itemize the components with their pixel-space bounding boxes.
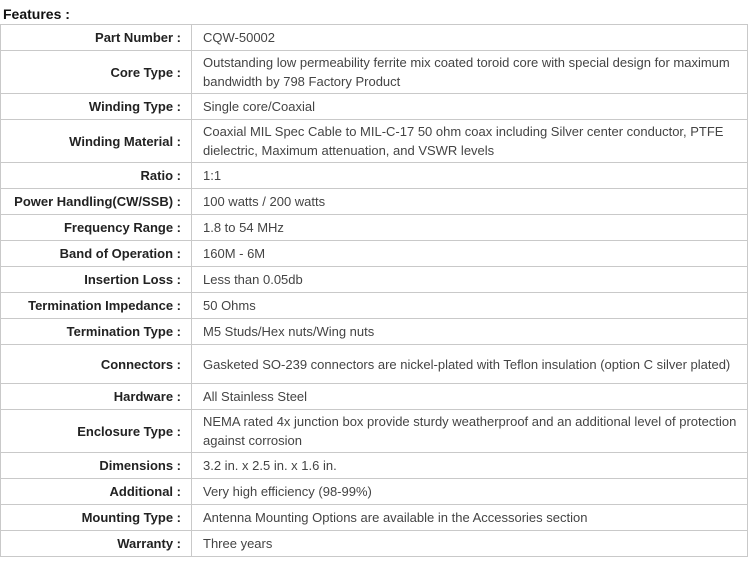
spec-row-core-type — [1, 51, 748, 94]
spec-row-warranty — [1, 531, 748, 557]
features-heading: Features : — [3, 6, 70, 22]
spec-value: Outstanding low permeability ferrite mix coated toroid core with special design for maximum bandwidth by 798 Factory Product — [192, 51, 748, 94]
spec-row-mounting-type — [1, 505, 748, 531]
spec-label: Core Type : — [1, 51, 192, 94]
spec-label: Enclosure Type : — [1, 410, 192, 453]
spec-label: Dimensions : — [1, 453, 192, 479]
spec-row-enclosure-type — [1, 410, 748, 453]
spec-value: NEMA rated 4x junction box provide sturdy weatherproof and an additional level of protection against corrosion — [192, 410, 748, 453]
spec-row-power-handling — [1, 189, 748, 215]
specifications-table — [0, 24, 748, 557]
spec-value: Coaxial MIL Spec Cable to MIL-C-17 50 ohm coax including Silver center conductor, PTFE dielectric, Maximum attenuation, and VSWR levels — [192, 120, 748, 163]
spec-value: 3.2 in. x 2.5 in. x 1.6 in. — [192, 453, 748, 479]
spec-value: Gasketed SO-239 connectors are nickel-plated with Teflon insulation (option C silver plated) — [192, 345, 748, 384]
spec-row-connectors — [1, 345, 748, 384]
spec-value: Less than 0.05db — [192, 267, 748, 293]
spec-value: M5 Studs/Hex nuts/Wing nuts — [192, 319, 748, 345]
spec-row-winding-type — [1, 94, 748, 120]
spec-label: Hardware : — [1, 384, 192, 410]
spec-row-band-of-operation — [1, 241, 748, 267]
spec-label: Band of Operation : — [1, 241, 192, 267]
spec-row-frequency-range — [1, 215, 748, 241]
spec-label: Mounting Type : — [1, 505, 192, 531]
spec-row-part-number — [1, 25, 748, 51]
spec-value: 50 Ohms — [192, 293, 748, 319]
spec-value: Three years — [192, 531, 748, 557]
spec-value: 100 watts / 200 watts — [192, 189, 748, 215]
spec-label: Connectors : — [1, 345, 192, 384]
spec-row-winding-material — [1, 120, 748, 163]
spec-label: Termination Impedance : — [1, 293, 192, 319]
spec-row-dimensions — [1, 453, 748, 479]
spec-value: 160M - 6M — [192, 241, 748, 267]
spec-label: Additional : — [1, 479, 192, 505]
spec-value: CQW-50002 — [192, 25, 748, 51]
spec-row-termination-type — [1, 319, 748, 345]
spec-value: All Stainless Steel — [192, 384, 748, 410]
spec-value: Antenna Mounting Options are available in the Accessories section — [192, 505, 748, 531]
spec-value: 1.8 to 54 MHz — [192, 215, 748, 241]
spec-row-termination-impedance — [1, 293, 748, 319]
spec-label: Power Handling(CW/SSB) : — [1, 189, 192, 215]
spec-label: Part Number : — [1, 25, 192, 51]
spec-value: 1:1 — [192, 163, 748, 189]
spec-label: Ratio : — [1, 163, 192, 189]
spec-row-insertion-loss — [1, 267, 748, 293]
spec-label: Insertion Loss : — [1, 267, 192, 293]
spec-value: Single core/Coaxial — [192, 94, 748, 120]
spec-label: Frequency Range : — [1, 215, 192, 241]
spec-label: Termination Type : — [1, 319, 192, 345]
spec-label: Winding Material : — [1, 120, 192, 163]
spec-label: Winding Type : — [1, 94, 192, 120]
spec-row-ratio — [1, 163, 748, 189]
spec-value: Very high efficiency (98-99%) — [192, 479, 748, 505]
spec-row-additional — [1, 479, 748, 505]
spec-label: Warranty : — [1, 531, 192, 557]
spec-row-hardware — [1, 384, 748, 410]
